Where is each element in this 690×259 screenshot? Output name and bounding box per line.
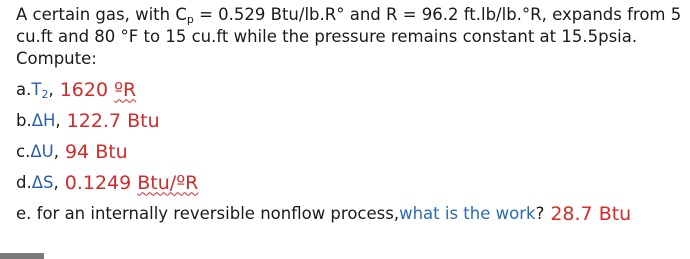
part-c [16, 136, 684, 167]
scrollbar-thumb[interactable] [0, 253, 44, 259]
part-e [16, 198, 684, 229]
part-c-label: c. [16, 141, 31, 161]
part-e-answer-unit: Btu [598, 202, 632, 225]
problem-statement [16, 4, 684, 70]
part-b [16, 105, 684, 136]
part-b-answer [67, 111, 160, 131]
part-a-quantity: $T_2$ [31, 79, 49, 101]
cp-subscript: p [186, 13, 194, 26]
part-a-label: a. [16, 79, 32, 99]
part-b-label: b. [16, 110, 32, 130]
part-a-answer-unit: ºR [114, 78, 137, 101]
part-a-suffix: , [48, 79, 54, 99]
part-a-answer [60, 80, 137, 100]
part-d-quantity: ΔS [31, 172, 54, 192]
part-a [16, 74, 684, 105]
problem-rest: = 0.529 Btu/lb.R° and R = 96.2 ft.lb/lb.°R, expands from 5 cu.ft and 80 °F to 15 cu.ft while the pressure remains constant at 15.5psia. Compute: [16, 5, 682, 68]
part-e-answer-value: 28.7 [550, 202, 593, 225]
part-d-suffix: , [53, 172, 59, 192]
part-c-answer-unit: Btu [95, 140, 128, 163]
part-e-suffix: ? [535, 203, 545, 223]
part-b-answer-value: 122.7 [66, 109, 122, 132]
part-d-label: d. [16, 172, 32, 192]
part-b-answer-unit: Btu [127, 109, 160, 132]
part-b-suffix: , [55, 110, 61, 130]
part-c-quantity: ΔU [30, 141, 54, 161]
part-d-answer-unit: Btu/ºR [137, 171, 199, 194]
part-e-answer [550, 204, 631, 224]
part-d-answer-value: 0.1249 [64, 171, 132, 194]
document [16, 4, 684, 229]
part-c-answer [65, 142, 128, 162]
part-e-label: e. for an internally reversible nonflow process, [16, 203, 400, 223]
part-d [16, 167, 684, 198]
part-b-quantity: ΔH [31, 110, 56, 130]
part-d-answer [65, 173, 199, 193]
t2-subscript: 2 [41, 87, 49, 101]
part-c-suffix: , [53, 141, 59, 161]
part-c-answer-value: 94 [64, 140, 90, 163]
part-e-question: what is the work [399, 203, 536, 223]
part-a-answer-value: 1620 [59, 78, 109, 101]
problem-intro: A certain gas, with C [16, 5, 187, 24]
